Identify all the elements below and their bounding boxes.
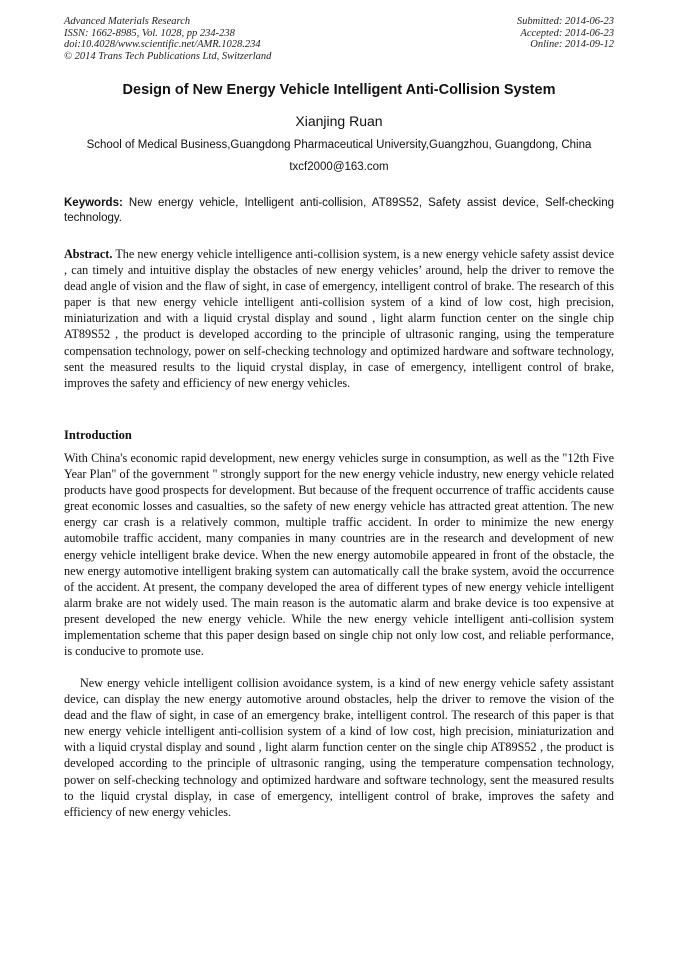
introduction-paragraph: With China's economic rapid development, new energy vehicles surge in consumption, as well as the "12th Five Year Plan" of the government " strongly support for the new energy vehicle industry, new energy vehicle related products have good prospects for development. But because of the frequent occurrence of traffic accidents cause great economic losses and casualties, so the safety of new energy vehicle has attracted great attention. The new energy car crash is a relatively common, multiple traffic accident. In order to minimize the new energy automobile traffic accident, many companies in many countries are in the research and development of new energy vehicle intelligent brake device. When the new energy automobile appeared in front of the obstacle, the new energy automotive intelligent braking system can automatically call the brake system, avoid the occurrence of the accident. At present, the company developed the area of different types of new energy vehicle intelligent alarm brake are not widely used. The main reason is the automatic alarm and brake device is too expensive at present developed the new energy vehicle. While the new energy vehicle intelligent anti-collision system implementation scheme that this paper design based on single chip not only low cost, and reliable performance, is conducive to promote use. xyxy=(64,451,614,659)
journal-header-left xyxy=(64,16,271,62)
journal-name: Advanced Materials Research xyxy=(64,16,191,27)
author-name: Xianjing Ruan xyxy=(295,113,383,129)
author-email: txcf2000@163.com xyxy=(289,161,389,173)
journal-header-right xyxy=(517,16,614,51)
author-affiliation: School of Medical Business,Guangdong Pharmaceutical University,Guangzhou, Guangdong, China xyxy=(86,139,592,151)
issn-line: ISSN: 1662-8985, Vol. 1028, pp 234-238 xyxy=(64,27,235,39)
keywords-text: New energy vehicle, Intelligent anti-collision, AT89S52, Safety assist device, Self-checking technology. xyxy=(64,197,614,224)
abstract-label: Abstract. xyxy=(64,247,113,261)
keywords-label: Keywords: xyxy=(64,197,123,209)
copyright-line: © 2014 Trans Tech Publications Ltd, Switzerland xyxy=(64,50,272,62)
keywords-block xyxy=(64,196,614,226)
submitted-date: Submitted: 2014-06-23 xyxy=(516,16,614,27)
introduction-heading: Introduction xyxy=(64,428,132,442)
introduction-paragraph: New energy vehicle intelligent collision avoidance system, is a kind of new energy vehicle safety assistant device, can display the new energy automotive around obstacles, help the driver to remove the vision of the dead and the flaw of sight, in case of an emergency brake, intelligent control. The research of this paper is that new energy vehicle intelligent anti-collision system of a kind of low cost, high precision, miniaturization and with a liquid crystal display and sound , light alarm function center on the single chip AT89S52 , the product is developed according to the principle of ultrasonic ranging, using the temperature compensation technology, power on self-checking technology and optimized hardware and software technology, sent the measured results to the liquid crystal display, in case of emergency, intelligent control of brake, improves the safety and efficiency of new energy vehicles. xyxy=(64,676,614,819)
doi-line: doi:10.4028/www.scientific.net/AMR.1028.234 xyxy=(64,39,261,50)
abstract-paragraph xyxy=(64,246,614,391)
online-date: Online: 2014-09-12 xyxy=(530,39,614,50)
paper-title: Design of New Energy Vehicle Intelligent Anti-Collision System xyxy=(122,82,556,98)
accepted-date: Accepted: 2014-06-23 xyxy=(520,27,614,39)
abstract-text: The new energy vehicle intelligence anti-collision system, is a new energy vehicle safety assist device , can timely and intuitive display the obstacles of new energy vehicles’ around, help the driver to remove the dead angle of vision and the flaw of sight, in case of emergency, intelligent control of brake. The research of this paper is that new energy vehicle intelligent anti-collision system of a kind of low cost, high precision, miniaturization and with a liquid crystal display and sound , light alarm function center on the single chip AT89S52 , the product is developed according to the principle of ultrasonic ranging, using the temperature compensation technology, power on self-checking technology and optimized hardware and software technology, sent the measured results to the liquid crystal display, in case of emergency, intelligent control of brake, improves the safety and efficiency of new energy vehicles. xyxy=(64,247,614,390)
